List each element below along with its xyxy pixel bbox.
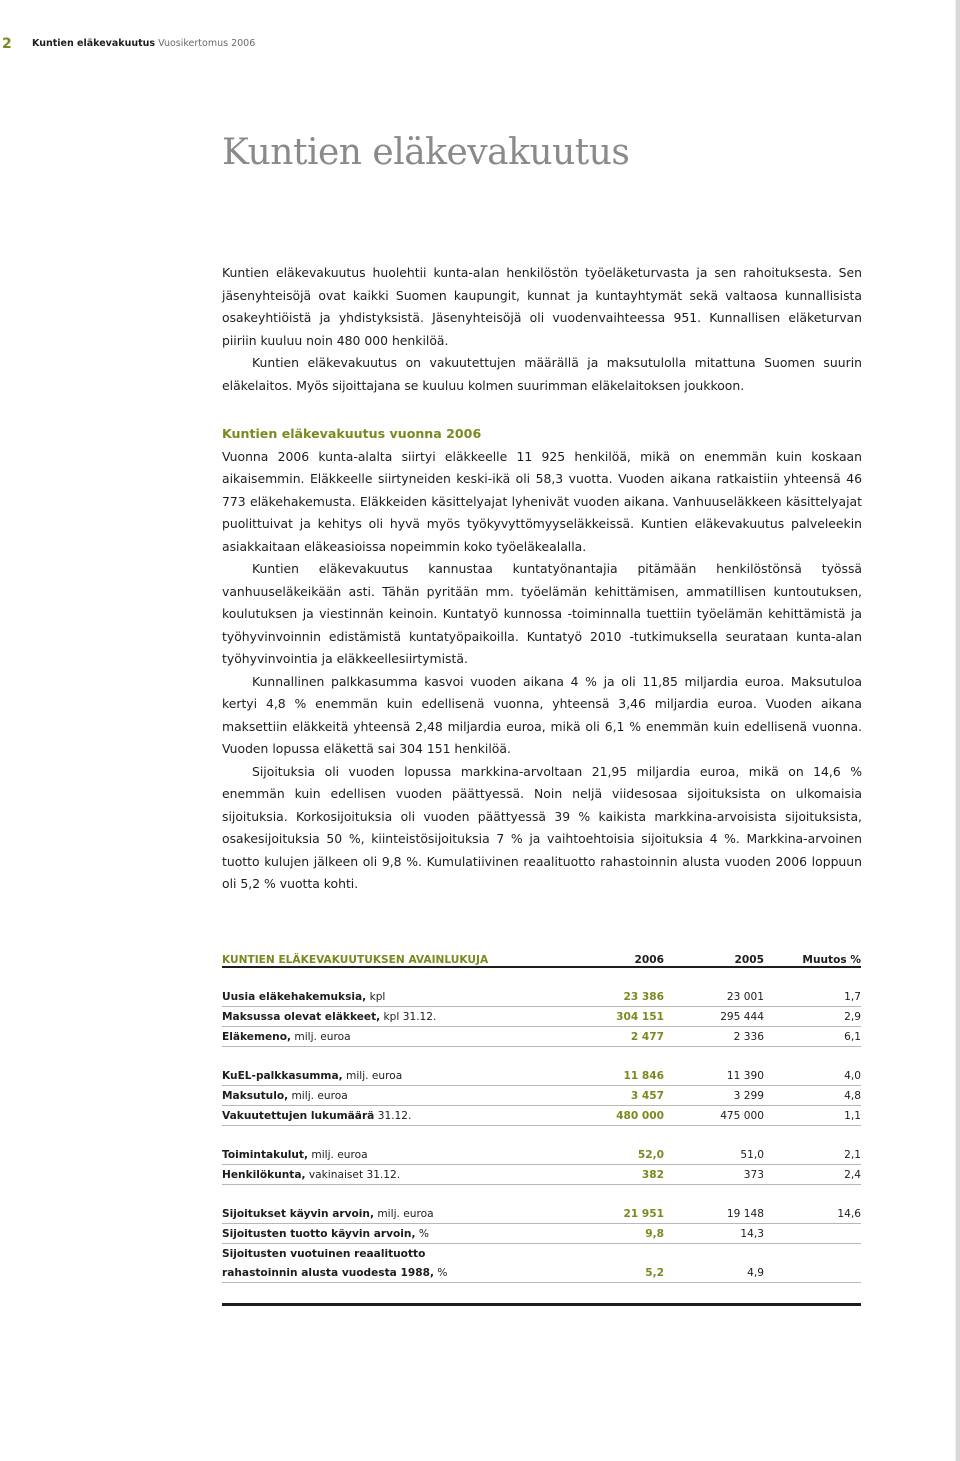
row-label-unit: milj. euroa bbox=[374, 1207, 434, 1220]
table-row bbox=[222, 1086, 861, 1106]
row-label bbox=[222, 1011, 564, 1023]
intro-paragraph-2: Kuntien eläkevakuutus on vakuutettujen määrällä ja maksutulolla mitattuna Suomen suurin eläkelaitos. Myös sijoittajana se kuuluu kolmen suurimman eläkelaitoksen joukkoon. bbox=[222, 355, 862, 393]
cell-change: 4,8 bbox=[844, 1089, 861, 1102]
row-label bbox=[222, 1208, 564, 1220]
cell-2005: 23 001 bbox=[726, 990, 764, 1003]
key-figures-table bbox=[222, 946, 861, 1306]
cell-change: 6,1 bbox=[844, 1030, 861, 1043]
row-label bbox=[222, 1110, 564, 1122]
cell-2005: 19 148 bbox=[726, 1207, 764, 1220]
cell-2005: 11 390 bbox=[726, 1069, 764, 1082]
cell-2006: 5,2 bbox=[645, 1266, 664, 1279]
table-group-gap bbox=[222, 1185, 861, 1204]
cell-2006: 21 951 bbox=[623, 1207, 664, 1220]
cell-2005: 2 336 bbox=[733, 1030, 764, 1043]
row-label-unit: 31.12. bbox=[374, 1109, 412, 1122]
table-row bbox=[222, 1007, 861, 1027]
table-row bbox=[222, 1244, 861, 1263]
cell-change: 1,1 bbox=[844, 1109, 861, 1122]
table-row bbox=[222, 1145, 861, 1165]
cell-2005: 14,3 bbox=[740, 1227, 764, 1240]
cell-2006: 9,8 bbox=[645, 1227, 664, 1240]
column-header-2006: 2006 bbox=[634, 954, 664, 966]
running-head-subtitle: Vuosikertomus 2006 bbox=[158, 38, 256, 49]
row-label-main: Henkilökunta, bbox=[222, 1168, 306, 1181]
cell-2005: 295 444 bbox=[720, 1010, 764, 1023]
table-header bbox=[222, 946, 861, 968]
page-number: 2 bbox=[2, 36, 12, 52]
table-group-gap bbox=[222, 968, 861, 987]
column-header-2005: 2005 bbox=[734, 954, 764, 966]
row-label-main: Sijoitusten vuotuinen reaalituotto bbox=[222, 1247, 426, 1260]
section-paragraph-3: Kunnallinen palkkasumma kasvoi vuoden aikana 4 % ja oli 11,85 miljardia euroa. Maksutuloa kertyi 4,8 % enemmän kuin edellisenä vuonna, yhteensä 3,46 miljardia euroa. Vuoden aikana maksettiin eläkkeitä yhteensä 2,48 miljardia euroa, mikä oli 6,1 % enemmän kuin edellisenä vuonna. Vuoden lopussa eläkettä sai 304 151 henkilöä. bbox=[222, 673, 862, 756]
row-label-main: Uusia eläkehakemuksia, bbox=[222, 990, 367, 1003]
section-paragraph-2: Kuntien eläkevakuutus kannustaa kuntatyönantajia pitämään henkilöstönsä työssä vanhuuseläkeikään asti. Tähän pyritään mm. työelämän kehittämisen, ammatillisen kuntoutuksen, koulutuksen ja viestinnän keinoin. Kuntatyö kunnossa -toiminnalla tuettiin työelämän kehittämistä ja työhyvinvoinnin edistämistä kuntatyöpaikoilla. Kuntatyö 2010 -tutkimuksella seurataan kunta-alan työhyvinvointia ja eläkkeellesiirtymistä. bbox=[222, 561, 862, 666]
row-label-main: Toimintakulut, bbox=[222, 1148, 309, 1161]
table-title: KUNTIEN ELÄKEVAKUUTUKSEN AVAINLUKUJA bbox=[222, 954, 489, 966]
table-row bbox=[222, 1224, 861, 1244]
row-label bbox=[222, 1070, 564, 1082]
row-label bbox=[222, 1031, 564, 1043]
cell-change: 2,1 bbox=[844, 1148, 861, 1161]
cell-change: 14,6 bbox=[837, 1207, 861, 1220]
cell-change: 2,4 bbox=[844, 1168, 861, 1181]
cell-2005: 475 000 bbox=[720, 1109, 764, 1122]
body-text bbox=[222, 262, 862, 896]
cell-2006: 480 000 bbox=[616, 1109, 664, 1122]
row-label-unit: milj. euroa bbox=[288, 1089, 348, 1102]
row-label-main: Vakuutettujen lukumäärä bbox=[222, 1109, 375, 1122]
table-row bbox=[222, 1066, 861, 1086]
row-label bbox=[222, 1248, 564, 1260]
cell-2006: 52,0 bbox=[637, 1148, 664, 1161]
right-margin-rule bbox=[956, 0, 960, 1461]
row-label-unit: milj. euroa bbox=[342, 1069, 403, 1082]
cell-2006: 3 457 bbox=[630, 1089, 664, 1102]
cell-2006: 382 bbox=[641, 1168, 664, 1181]
cell-2006: 2 477 bbox=[630, 1030, 664, 1043]
row-label-main: KuEL-palkkasumma, bbox=[222, 1069, 343, 1082]
row-label bbox=[222, 1228, 564, 1240]
table-row bbox=[222, 1027, 861, 1047]
cell-2005: 4,9 bbox=[747, 1266, 764, 1279]
cell-2006: 304 151 bbox=[616, 1010, 664, 1023]
cell-2006: 23 386 bbox=[623, 990, 664, 1003]
table-row bbox=[222, 1106, 861, 1126]
row-label bbox=[222, 1090, 564, 1102]
section-paragraph-1: Vuonna 2006 kunta-alalta siirtyi eläkkeelle 11 925 henkilöä, mikä on enemmän kuin koskaan aikaisemmin. Eläkkeelle siirtyneiden keski-ikä oli 58,3 vuotta. Vuoden aikana ratkaistiin yhteensä 46 773 eläkehakemusta. Eläkkeiden käsittelyajat lyhenivät vuoden aikana. Vanhuuseläkkeen käsittelyajat puolittuivat ja kehitys oli hyvä myös työkyvyttömyyseläkkeissä. Kuntien eläkevakuutus palveleekin asiakkaitaan eläkeasioissa nopeimmin koko työeläkealalla. bbox=[222, 448, 862, 554]
intro-paragraph-1: Kuntien eläkevakuutus huolehtii kunta-alan henkilöstön työeläketurvasta ja sen rahoituksesta. Sen jäsenyhteisöjä ovat kaikki Suomen kaupungit, kunnat ja kuntayhtymät sekä valtaosa kunnallisista osakeyhtiöistä ja yhdistyksistä. Jäsenyhteisöjä oli vuodenvaihteessa 951. Kunnallisen eläketurvan piiriin kuuluu noin 480 000 henkilöä. bbox=[222, 265, 862, 348]
row-label-unit: milj. euroa bbox=[308, 1148, 368, 1161]
table-row bbox=[222, 1204, 861, 1224]
running-head-title: Kuntien eläkevakuutus bbox=[32, 38, 156, 49]
table-group-gap bbox=[222, 1047, 861, 1066]
cell-change: 4,0 bbox=[844, 1069, 861, 1082]
cell-2006: 11 846 bbox=[623, 1069, 664, 1082]
row-label-main: rahastoinnin alusta vuodesta 1988, bbox=[222, 1266, 435, 1279]
row-label-main: Sijoitukset käyvin arvoin, bbox=[222, 1207, 374, 1220]
row-label bbox=[222, 1169, 564, 1181]
running-head bbox=[32, 37, 255, 51]
row-label-unit: % bbox=[415, 1227, 429, 1240]
table-bottom-rule bbox=[222, 1303, 861, 1306]
table-row bbox=[222, 1165, 861, 1185]
row-label bbox=[222, 1149, 564, 1161]
cell-2005: 373 bbox=[743, 1168, 764, 1181]
row-label-main: Maksutulo, bbox=[222, 1089, 289, 1102]
table-row bbox=[222, 1263, 861, 1283]
row-label-unit: milj. euroa bbox=[291, 1030, 351, 1043]
row-label-main: Eläkemeno, bbox=[222, 1030, 292, 1043]
row-label-unit: vakinaiset 31.12. bbox=[305, 1168, 401, 1181]
row-label-unit: kpl bbox=[366, 990, 386, 1003]
table-body bbox=[222, 968, 861, 1283]
row-label-unit: kpl 31.12. bbox=[380, 1010, 437, 1023]
row-label-unit: % bbox=[434, 1266, 448, 1279]
section-heading: Kuntien eläkevakuutus vuonna 2006 bbox=[222, 426, 482, 441]
table-group-gap bbox=[222, 1126, 861, 1145]
row-label-main: Sijoitusten tuotto käyvin arvoin, bbox=[222, 1227, 416, 1240]
row-label-main: Maksussa olevat eläkkeet, bbox=[222, 1010, 381, 1023]
cell-2005: 3 299 bbox=[733, 1089, 764, 1102]
row-label bbox=[222, 1267, 564, 1279]
column-header-change: Muutos % bbox=[802, 954, 861, 966]
cell-change: 1,7 bbox=[844, 990, 861, 1003]
cell-change: 2,9 bbox=[844, 1010, 861, 1023]
cell-2005: 51,0 bbox=[740, 1148, 764, 1161]
section-paragraph-4: Sijoituksia oli vuoden lopussa markkina-arvoltaan 21,95 miljardia euroa, mikä on 14,6 % enemmän kuin edellisen vuoden päättyessä. Noin neljä viidesosaa sijoituksista on ulkomaisia sijoituksia. Korkosijoituksia oli vuoden päättyessä 39 % kaikista markkina-arvoisista sijoituksista, osakesijoituksia 50 %, kiinteistösijoituksia 7 % ja vaihtoehtoisia sijoituksia 4 %. Markkina-arvoinen tuotto kulujen jälkeen oli 9,8 %. Kumulatiivinen reaalituotto rahastoinnin alusta vuoden 2006 loppuun oli 5,2 % vuotta kohti. bbox=[222, 763, 862, 891]
row-label bbox=[222, 991, 564, 1003]
table-row bbox=[222, 987, 861, 1007]
page-title: Kuntien eläkevakuutus bbox=[222, 132, 630, 173]
